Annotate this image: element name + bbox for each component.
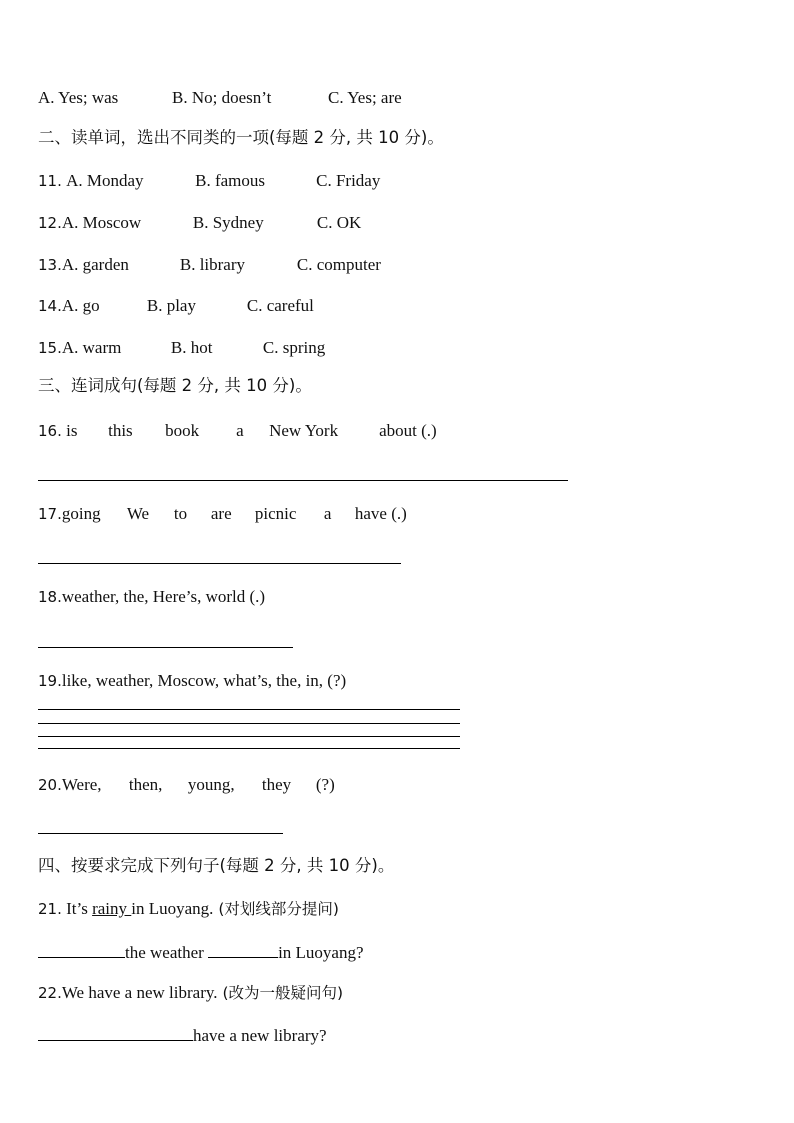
option-b: B. library bbox=[179, 255, 246, 274]
option-b: B. famous bbox=[195, 171, 265, 190]
word: have (.) bbox=[354, 504, 407, 523]
question-text: weather, the, Here’s, world (.) bbox=[61, 587, 266, 606]
underlined-word: rainy bbox=[92, 899, 132, 918]
answer-blank[interactable] bbox=[208, 941, 278, 958]
section-3-title: 三、连词成句(每题 2 分, 共 10 分)。 bbox=[38, 376, 312, 395]
question-22 bbox=[38, 983, 343, 1003]
question-15 bbox=[38, 338, 325, 358]
option-a: A. Moscow bbox=[61, 213, 142, 232]
option-a: A. warm bbox=[61, 338, 122, 357]
question-20 bbox=[38, 775, 335, 795]
option-b: B. hot bbox=[170, 338, 213, 357]
answer-line[interactable] bbox=[38, 833, 283, 834]
q10-options bbox=[38, 88, 402, 108]
question-number: 11. bbox=[38, 172, 62, 190]
section-2-title: 二、读单词，选出不同类的一项(每题 2 分, 共 10 分)。 bbox=[38, 128, 444, 147]
question-number: 19. bbox=[38, 672, 62, 690]
option-c: C. careful bbox=[246, 296, 314, 315]
option-a: A. go bbox=[61, 296, 100, 315]
question-22-answer bbox=[38, 1024, 327, 1046]
word: We bbox=[126, 504, 150, 523]
option-c: C. spring bbox=[262, 338, 326, 357]
answer-line[interactable] bbox=[38, 647, 293, 648]
answer-blank[interactable] bbox=[38, 1024, 193, 1041]
sentence-start: It’s bbox=[61, 899, 93, 918]
word: then, bbox=[128, 775, 163, 794]
word: picnic bbox=[254, 504, 297, 523]
question-text: like, weather, Moscow, what’s, the, in, (?) bbox=[61, 671, 347, 690]
answer-line[interactable] bbox=[38, 563, 401, 564]
word: New York bbox=[269, 421, 339, 440]
answer-text: have a new library? bbox=[193, 1026, 327, 1045]
word: Were, bbox=[61, 775, 102, 794]
section-4-title: 四、按要求完成下列句子(每题 2 分, 共 10 分)。 bbox=[38, 856, 395, 875]
q10-option-b: B. No; doesn’t bbox=[172, 88, 272, 107]
option-c: C. computer bbox=[296, 255, 381, 274]
option-a: A. Monday bbox=[66, 171, 144, 190]
option-a: A. garden bbox=[61, 255, 129, 274]
word: going bbox=[61, 504, 101, 523]
question-16 bbox=[38, 421, 437, 441]
question-number: 13. bbox=[38, 256, 62, 274]
answer-line[interactable] bbox=[38, 748, 460, 749]
question-number: 21. bbox=[38, 900, 62, 918]
word: is bbox=[66, 421, 78, 440]
answer-text: the weather bbox=[125, 943, 209, 962]
question-text: We have a new library. bbox=[61, 983, 218, 1002]
word: this bbox=[108, 421, 133, 440]
question-number: 14. bbox=[38, 297, 62, 315]
question-17 bbox=[38, 504, 407, 524]
option-b: B. Sydney bbox=[192, 213, 264, 232]
word: a bbox=[323, 504, 332, 523]
word: to bbox=[173, 504, 188, 523]
question-12 bbox=[38, 213, 361, 233]
question-number: 16. bbox=[38, 422, 62, 440]
instruction: (对划线部分提问) bbox=[213, 900, 339, 918]
option-c: C. OK bbox=[316, 213, 362, 232]
question-number: 18. bbox=[38, 588, 62, 606]
answer-line[interactable] bbox=[38, 480, 568, 481]
sentence-end: in Luoyang. bbox=[131, 899, 214, 918]
word: they bbox=[261, 775, 292, 794]
word: are bbox=[210, 504, 232, 523]
question-number: 15. bbox=[38, 339, 62, 357]
q10-option-a: A. Yes; was bbox=[38, 88, 119, 107]
answer-text: in Luoyang? bbox=[278, 943, 364, 962]
question-14 bbox=[38, 296, 314, 316]
instruction: (改为一般疑问句) bbox=[217, 984, 344, 1002]
question-number: 22. bbox=[38, 984, 62, 1002]
question-21 bbox=[38, 899, 339, 919]
q10-option-c: C. Yes; are bbox=[328, 88, 402, 107]
word: about (.) bbox=[379, 421, 437, 440]
option-c: C. Friday bbox=[316, 171, 381, 190]
question-19 bbox=[38, 671, 346, 691]
question-number: 17. bbox=[38, 505, 62, 523]
question-13 bbox=[38, 255, 381, 275]
answer-line[interactable] bbox=[38, 723, 460, 724]
answer-line[interactable] bbox=[38, 736, 460, 737]
word: (?) bbox=[315, 775, 335, 794]
word: young, bbox=[187, 775, 235, 794]
question-18 bbox=[38, 587, 265, 607]
answer-line[interactable] bbox=[38, 709, 460, 710]
question-11 bbox=[38, 171, 380, 191]
option-b: B. play bbox=[146, 296, 196, 315]
question-21-answer bbox=[38, 941, 364, 963]
question-number: 12. bbox=[38, 214, 62, 232]
word: book bbox=[165, 421, 200, 440]
word: a bbox=[236, 421, 244, 440]
question-number: 20. bbox=[38, 776, 62, 794]
answer-blank[interactable] bbox=[38, 941, 125, 958]
